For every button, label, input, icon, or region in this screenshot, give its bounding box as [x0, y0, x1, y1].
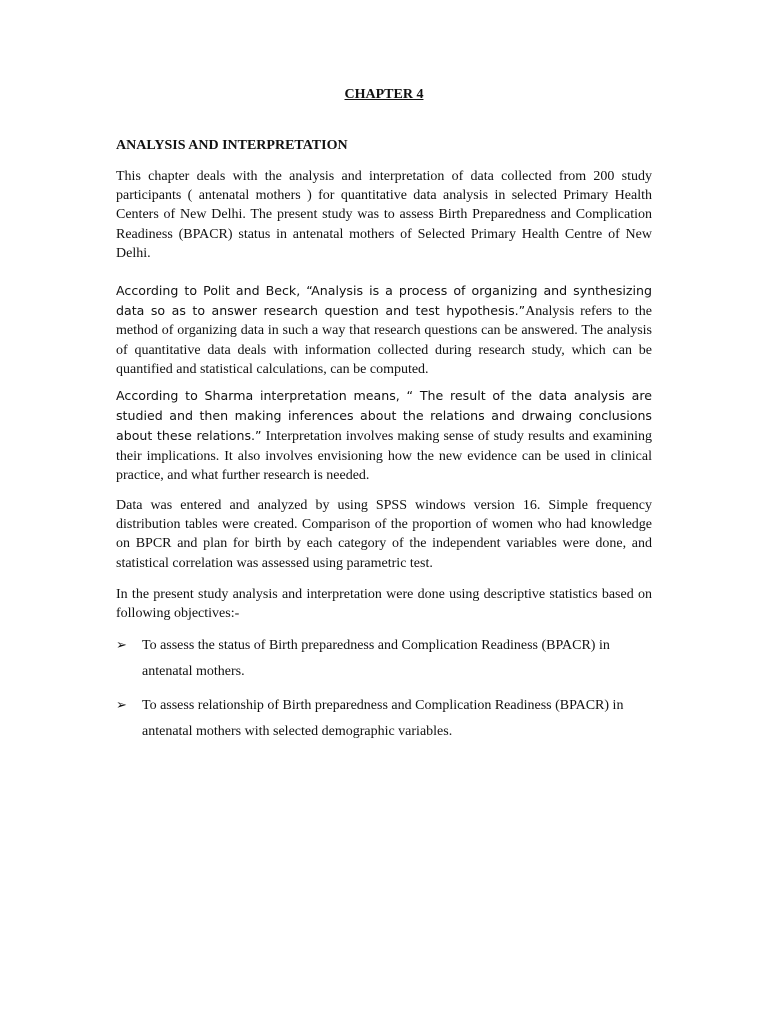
paragraph-data-entry: Data was entered and analyzed by using SPSS windows version 16. Simple frequency distribution tables were created. Comparison of the proportion of women who had knowledge on BPCR and plan for birth by each category of the independent variables were done, and statistical correlation was assessed using parametric test.: [116, 498, 652, 571]
objective-item: [116, 633, 652, 685]
objective-item: [116, 693, 652, 745]
paragraph-analysis-definition: [116, 281, 652, 379]
arrow-bullet-icon: ➢: [116, 698, 127, 713]
polit-beck-quote: According to Polit and Beck, “Analysis is a process of organizing and synthesizing data so as to answer research question and test hypothesis.”: [116, 283, 652, 319]
paragraph-interpretation-definition: [116, 386, 652, 485]
sharma-quote: According to Sharma interpretation means, “ The result of the data analysis are studied and then making inferences about the relations and drwaing conclusions about these relations.”: [116, 388, 652, 444]
arrow-bullet-icon: ➢: [116, 638, 127, 653]
analysis-explanation: Analysis refers to the method of organizing data in such a way that research questions can be answered. The analysis of quantitative data deals with information collected during research study, which can be quantified and statistical calculations, can be computed.: [116, 304, 653, 377]
objective-text: To assess relationship of Birth preparedness and Complication Readiness (BPACR) in antenatal mothers with selected demographic variables.: [142, 698, 624, 739]
section-heading: ANALYSIS AND INTERPRETATION: [116, 138, 348, 153]
objective-text: To assess the status of Birth preparedness and Complication Readiness (BPACR) in antenatal mothers.: [142, 638, 610, 679]
chapter-title: CHAPTER 4: [344, 87, 424, 102]
paragraph-intro: This chapter deals with the analysis and interpretation of data collected from 200 study participants ( antenatal mothers ) for quantitative data analysis in selected Primary Health Centers of New Delhi. The present study was to assess Birth Preparedness and Complication Readiness (BPACR) status in antenatal mothers of Selected Primary Health Centre of New Delhi.: [116, 169, 652, 261]
paragraph-objectives-intro: In the present study analysis and interpretation were done using descriptive statistics based on following objectives:-: [116, 587, 652, 622]
interpretation-explanation: Interpretation involves making sense of study results and examining their implications. It also involves envisioning how the new evidence can be used in clinical practice, and what further research is needed.: [116, 429, 652, 483]
